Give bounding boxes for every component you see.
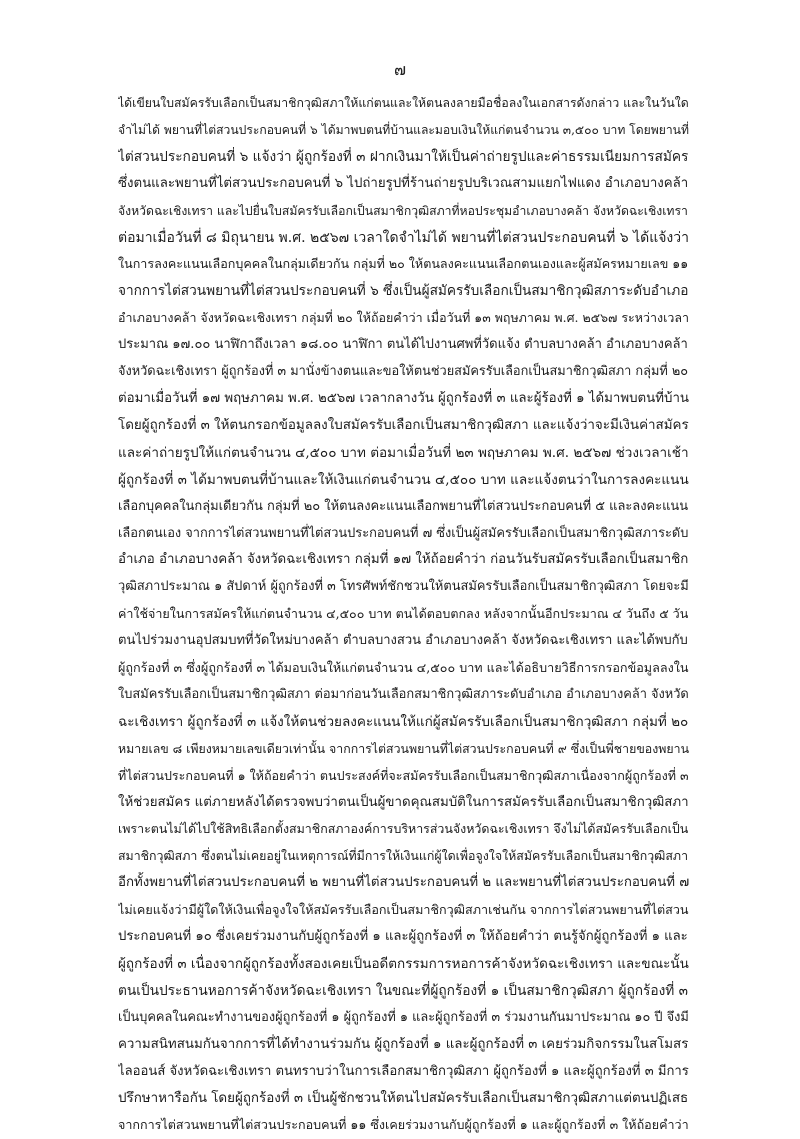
text-line: ประมาณ ๑๗.๐๐ นาฬิกาถึงเวลา ๑๘.๐๐ นาฬิกา ตนได้ไปงานศพที่วัดแจ้ง ตำบลบางคล้า อำเภอบางคล้า xyxy=(118,337,688,353)
text-line: และค่าถ่ายรูปให้แก่ตนจำนวน ๔,๕๐๐ บาท ต่อมาเมื่อวันที่ ๒๓ พฤษภาคม พ.ศ. ๒๕๖๗ ช่วงเวลาเช้า xyxy=(118,444,689,461)
text-line: ตนไปร่วมงานอุปสมบทที่วัดใหม่บางคล้า ตำบลบางสวน อำเภอบางคล้า จังหวัดฉะเชิงเทรา และได้พบกับ xyxy=(118,633,688,649)
text-line: ใบสมัครรับเลือกเป็นสมาชิกวุฒิสภา ต่อมาก่อนวันเลือกสมาชิกวุฒิสภาระดับอำเภอ อำเภอบางคล้า จังหวัด xyxy=(118,686,689,702)
text-line: ได้เขียนใบสมัครรับเลือกเป็นสมาชิกวุฒิสภาให้แก่ตนและให้ตนลงลายมือชื่อลงในเอกสารดังกล่าว และในวันใด xyxy=(118,96,689,110)
text-line: ที่ไต่สวนประกอบคนที่ ๑ ให้ถ้อยคำว่า ตนประสงค์ที่จะสมัครรับเลือกเป็นสมาชิกวุฒิสภาเนื่องจากผู้ถูกร้องที่ ๓ xyxy=(118,767,689,783)
text-line: ต่อมาเมื่อวันที่ ๘ มิถุนายน พ.ศ. ๒๕๖๗ เวลาใดจำไม่ได้ พยานที่ไต่สวนประกอบคนที่ ๖ ได้แจ้งว่า xyxy=(118,229,689,246)
text-line: จากการไต่สวนพยานที่ไต่สวนประกอบคนที่ ๑๑ ซึ่งเคยร่วมงานกับผู้ถูกร้องที่ ๑ และผู้ถูกร้องที่ ๓ ให้ถ้อยคำว่า xyxy=(118,1117,689,1133)
text-line: วุฒิสภาประมาณ ๑ สัปดาห์ ผู้ถูกร้องที่ ๓ โทรศัพท์ชักชวนให้ตนสมัครรับเลือกเป็นสมาชิกวุฒิสภา โดยจะมี xyxy=(118,579,689,595)
text-line: เป็นบุคคลในคณะทำงานของผู้ถูกร้องที่ ๑ ผู้ถูกร้องที่ ๑ และผู้ถูกร้องที่ ๓ ร่วมงานกันมาประมาณ ๑๐ ปี จึงมี xyxy=(118,1009,689,1025)
text-line: ฉะเชิงเทรา ผู้ถูกร้องที่ ๓ แจ้งให้ตนช่วยลงคะแนนให้แก่ผู้สมัครรับเลือกเป็นสมาชิกวุฒิสภา กลุ่มที่ ๒๐ xyxy=(118,713,689,730)
text-line: ผู้ถูกร้องที่ ๓ ซึ่งผู้ถูกร้องที่ ๓ ได้มอบเงินให้แก่ตนจำนวน ๔,๕๐๐ บาท และได้อธิบายวิธีการกรอกข้อมูลลงใน xyxy=(118,660,689,676)
text-line: เลือกตนเอง จากการไต่สวนพยานที่ไต่สวนประกอบคนที่ ๗ ซึ่งเป็นผู้สมัครรับเลือกเป็นสมาชิกวุฒิสภาระดับ xyxy=(118,525,689,541)
text-line: จังหวัดฉะเชิงเทรา และไปยื่นใบสมัครรับเลือกเป็นสมาชิกวุฒิสภาที่หอประชุมอำเภอบางคล้า จังหวัดฉะเชิงเทรา xyxy=(118,203,688,218)
text-line: ประกอบคนที่ ๑๐ ซึ่งเคยร่วมงานกับผู้ถูกร้องที่ ๑ และผู้ถูกร้องที่ ๓ ให้ถ้อยคำว่า ตนรู้จักผู้ถูกร้องที่ ๑ และ xyxy=(118,929,688,945)
text-line: จากการไต่สวนพยานที่ไต่สวนประกอบคนที่ ๖ ซึ่งเป็นผู้สมัครรับเลือกเป็นสมาชิกวุฒิสภาระดับอำเภอ xyxy=(118,283,689,300)
text-line: อำเภอบางคล้า จังหวัดฉะเชิงเทรา กลุ่มที่ ๒๐ ให้ถ้อยคำว่า เมื่อวันที่ ๑๓ พฤษภาคม พ.ศ. ๒๕๖๗ ระหว่างเวลา xyxy=(118,310,689,326)
text-line: เพราะตนไม่ได้ไปใช้สิทธิเลือกตั้งสมาชิกสภาองค์การบริหารส่วนจังหวัดฉะเชิงเทรา จึงไม่ได้สมัครรับเลือกเป็น xyxy=(118,821,689,837)
text-line: หมายเลข ๘ เพียงหมายเลขเดียวเท่านั้น จากการไต่สวนพยานที่ไต่สวนประกอบคนที่ ๙ ซึ่งเป็นพี่ชายของพยาน xyxy=(118,741,690,756)
text-line: ซึ่งตนและพยานที่ไต่สวนประกอบคนที่ ๖ ไปถ่ายรูปที่ร้านถ่ายรูปบริเวณสามแยกไฟแดง อำเภอบางคล้า xyxy=(118,175,689,191)
text-line: ไต่สวนประกอบคนที่ ๖ แจ้งว่า ผู้ถูกร้องที่ ๓ ฝากเงินมาให้เป็นค่าถ่ายรูปและค่าธรรมเนียมการสมัคร xyxy=(118,148,689,165)
text-line: อำเภอ อำเภอบางคล้า จังหวัดฉะเชิงเทรา กลุ่มที่ ๑๗ ให้ถ้อยคำว่า ก่อนวันรับสมัครรับเลือกเป็นสมาชิก xyxy=(118,552,689,568)
text-line: เลือกบุคคลในกลุ่มเดียวกัน กลุ่มที่ ๒๐ ให้ตนลงคะแนนเลือกพยานที่ไต่สวนประกอบคนที่ ๕ และลงคะแนน xyxy=(118,498,689,514)
text-line: สมาชิกวุฒิสภา ซึ่งตนไม่เคยอยู่ในเหตุการณ์ที่มีการให้เงินแก่ผู้ใดเพื่อจูงใจให้สมัครรับเลือกเป็นสมาชิกวุฒิสภา xyxy=(118,848,689,864)
text-line: อีกทั้งพยานที่ไต่สวนประกอบคนที่ ๒ พยานที่ไต่สวนประกอบคนที่ ๒ และพยานที่ไต่สวนประกอบคนที่ ๗ xyxy=(118,875,690,891)
text-line: ผู้ถูกร้องที่ ๓ ได้มาพบตนที่บ้านและให้เงินแก่ตนจำนวน ๔,๕๐๐ บาท และแจ้งตนว่าในการลงคะแนน xyxy=(118,471,689,488)
text-line: จำไม่ได้ พยานที่ไต่สวนประกอบคนที่ ๖ ได้มาพบตนที่บ้านและมอบเงินให้แก่ตนจำนวน ๓,๕๐๐ บาท โดยพยานที่ xyxy=(118,122,689,137)
text-line: โดยผู้ถูกร้องที่ ๓ ให้ตนกรอกข้อมูลลงใบสมัครรับเลือกเป็นสมาชิกวุฒิสภา และแจ้งว่าจะมีเงินค่าสมัคร xyxy=(118,417,689,433)
text-line: ค่าใช้จ่ายในการสมัครให้แก่ตนจำนวน ๔,๕๐๐ บาท ตนได้ตอบตกลง หลังจากนั้นอีกประมาณ ๔ วันถึง ๕ วัน xyxy=(118,606,689,622)
text-line: ในการลงคะแนนเลือกบุคคลในกลุ่มเดียวกัน กลุ่มที่ ๒๐ ให้ตนลงคะแนนเลือกตนเองและผู้สมัครหมายเลข ๑๑ xyxy=(118,256,689,272)
page-number: ๗ xyxy=(393,60,407,79)
text-line: จังหวัดฉะเชิงเทรา ผู้ถูกร้องที่ ๓ มานั่งข้างตนและขอให้ตนช่วยสมัครรับเลือกเป็นสมาชิกวุฒิสภา กลุ่มที่ ๒๐ xyxy=(118,364,689,380)
text-line: ต่อมาเมื่อวันที่ ๑๗ พฤษภาคม พ.ศ. ๒๕๖๗ เวลากลางวัน ผู้ถูกร้องที่ ๓ และผู้ร้องที่ ๑ ได้มาพบตนที่บ้าน xyxy=(118,390,690,406)
text-line: ไลออนส์ จังหวัดฉะเชิงเทรา ตนทราบว่าในการเลือกสมาชิกวุฒิสภา ผู้ถูกร้องที่ ๑ และผู้ถูกร้องที่ ๓ มีการ xyxy=(118,1063,689,1079)
text-line: ปรึกษาหารือกัน โดยผู้ถูกร้องที่ ๓ เป็นผู้ชักชวนให้ตนไปสมัครรับเลือกเป็นสมาชิกวุฒิสภาแต่ตนปฏิเสธ xyxy=(118,1090,689,1106)
text-line: ตนเป็นประธานหอการค้าจังหวัดฉะเชิงเทรา ในขณะที่ผู้ถูกร้องที่ ๑ เป็นสมาชิกวุฒิสภา ผู้ถูกร้องที่ ๓ xyxy=(118,982,689,999)
text-line: ผู้ถูกร้องที่ ๓ เนื่องจากผู้ถูกร้องทั้งสองเคยเป็นอดีตกรรมการหอการค้าจังหวัดฉะเชิงเทรา และขณะนั้น xyxy=(118,956,689,972)
text-line: ไม่เคยแจ้งว่ามีผู้ใดให้เงินเพื่อจูงใจให้สมัครรับเลือกเป็นสมาชิกวุฒิสภาเช่นกัน จากการไต่สวนพยานที่ไต่สวน xyxy=(118,902,689,918)
text-line: ให้ช่วยสมัคร แต่ภายหลังได้ตรวจพบว่าตนเป็นผู้ขาดคุณสมบัติในการสมัครรับเลือกเป็นสมาชิกวุฒิสภา xyxy=(118,794,689,810)
body-text xyxy=(118,90,692,1139)
text-line: ความสนิทสนมกันจากการที่ได้ทำงานร่วมกัน ผู้ถูกร้องที่ ๑ และผู้ถูกร้องที่ ๓ เคยร่วมกิจกรรมในสโมสร xyxy=(118,1036,689,1052)
